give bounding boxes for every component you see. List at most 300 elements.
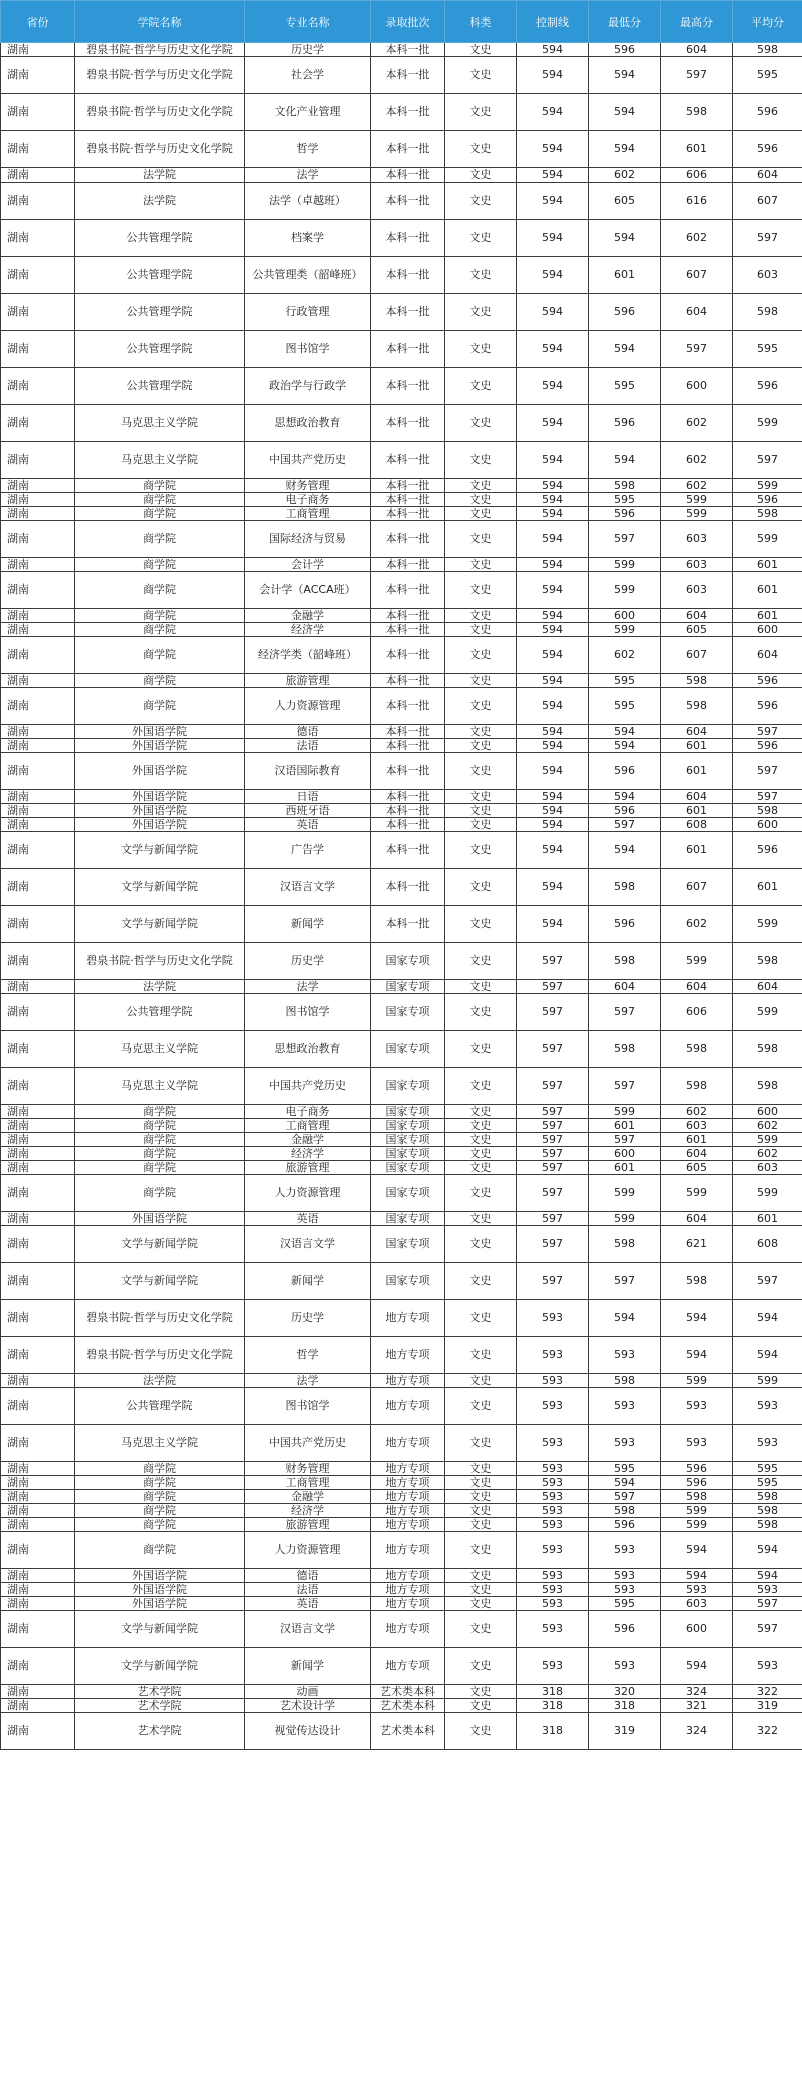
cell-avg-score: 597	[733, 1597, 802, 1611]
cell-category: 文史	[445, 832, 517, 869]
header-min-score[interactable]: 最低分	[589, 1, 661, 43]
cell-control-line: 597	[517, 1133, 589, 1147]
cell-college: 外国语学院	[75, 753, 245, 790]
cell-avg-score: 599	[733, 1133, 802, 1147]
cell-category: 文史	[445, 1212, 517, 1226]
table-row	[1, 1374, 802, 1388]
cell-control-line: 594	[517, 168, 589, 183]
cell-avg-score: 597	[733, 220, 802, 257]
cell-avg-score: 596	[733, 493, 802, 507]
cell-batch: 本科一批	[371, 183, 445, 220]
table-row	[1, 1476, 802, 1490]
cell-avg-score: 600	[733, 818, 802, 832]
cell-min-score: 594	[589, 790, 661, 804]
cell-min-score: 596	[589, 405, 661, 442]
cell-batch: 本科一批	[371, 131, 445, 168]
header-subject-category[interactable]: 科类	[445, 1, 517, 43]
cell-category: 文史	[445, 558, 517, 572]
cell-control-line: 593	[517, 1569, 589, 1583]
cell-max-score: 594	[661, 1648, 733, 1685]
table-row	[1, 790, 802, 804]
cell-max-score: 596	[661, 1476, 733, 1490]
cell-max-score: 601	[661, 131, 733, 168]
cell-min-score: 596	[589, 507, 661, 521]
cell-max-score: 604	[661, 609, 733, 623]
table-row	[1, 869, 802, 906]
cell-avg-score: 596	[733, 739, 802, 753]
table-row	[1, 1504, 802, 1518]
cell-avg-score: 598	[733, 1068, 802, 1105]
cell-batch: 国家专项	[371, 980, 445, 994]
cell-college: 文学与新闻学院	[75, 1611, 245, 1648]
cell-control-line: 594	[517, 521, 589, 558]
cell-control-line: 597	[517, 1212, 589, 1226]
cell-province: 湖南	[1, 1068, 75, 1105]
cell-min-score: 596	[589, 294, 661, 331]
cell-min-score: 318	[589, 1699, 661, 1713]
cell-max-score: 608	[661, 818, 733, 832]
cell-college: 商学院	[75, 1133, 245, 1147]
cell-category: 文史	[445, 43, 517, 57]
cell-max-score: 599	[661, 493, 733, 507]
cell-college: 法学院	[75, 1374, 245, 1388]
cell-control-line: 594	[517, 804, 589, 818]
cell-major: 德语	[245, 725, 371, 739]
cell-control-line: 597	[517, 1175, 589, 1212]
cell-category: 文史	[445, 1518, 517, 1532]
cell-min-score: 596	[589, 804, 661, 818]
cell-avg-score: 608	[733, 1226, 802, 1263]
cell-college: 外国语学院	[75, 739, 245, 753]
cell-control-line: 594	[517, 131, 589, 168]
cell-avg-score: 601	[733, 609, 802, 623]
cell-avg-score: 597	[733, 1263, 802, 1300]
cell-college: 外国语学院	[75, 818, 245, 832]
table-row	[1, 442, 802, 479]
cell-college: 文学与新闻学院	[75, 1263, 245, 1300]
cell-province: 湖南	[1, 609, 75, 623]
cell-max-score: 601	[661, 804, 733, 818]
cell-max-score: 321	[661, 1699, 733, 1713]
table-row	[1, 832, 802, 869]
cell-major: 公共管理类（韶峰班）	[245, 257, 371, 294]
cell-college: 马克思主义学院	[75, 1031, 245, 1068]
cell-province: 湖南	[1, 1648, 75, 1685]
cell-batch: 地方专项	[371, 1569, 445, 1583]
cell-max-score: 594	[661, 1569, 733, 1583]
table-row	[1, 294, 802, 331]
cell-min-score: 594	[589, 131, 661, 168]
cell-min-score: 599	[589, 572, 661, 609]
cell-major: 广告学	[245, 832, 371, 869]
cell-min-score: 596	[589, 1611, 661, 1648]
cell-major: 汉语言文学	[245, 1226, 371, 1263]
cell-category: 文史	[445, 1119, 517, 1133]
header-max-score[interactable]: 最高分	[661, 1, 733, 43]
cell-control-line: 318	[517, 1713, 589, 1750]
cell-college: 文学与新闻学院	[75, 906, 245, 943]
table-row	[1, 739, 802, 753]
cell-avg-score: 597	[733, 725, 802, 739]
cell-college: 文学与新闻学院	[75, 832, 245, 869]
cell-avg-score: 598	[733, 1490, 802, 1504]
cell-control-line: 593	[517, 1490, 589, 1504]
cell-control-line: 597	[517, 1068, 589, 1105]
cell-min-score: 599	[589, 623, 661, 637]
cell-batch: 本科一批	[371, 558, 445, 572]
table-row	[1, 1068, 802, 1105]
cell-max-score: 616	[661, 183, 733, 220]
cell-control-line: 594	[517, 818, 589, 832]
cell-college: 艺术学院	[75, 1713, 245, 1750]
cell-min-score: 598	[589, 869, 661, 906]
cell-batch: 地方专项	[371, 1462, 445, 1476]
cell-max-score: 602	[661, 906, 733, 943]
cell-min-score: 604	[589, 980, 661, 994]
cell-batch: 本科一批	[371, 818, 445, 832]
cell-major: 金融学	[245, 1490, 371, 1504]
cell-batch: 国家专项	[371, 1161, 445, 1175]
cell-min-score: 600	[589, 1147, 661, 1161]
cell-control-line: 594	[517, 57, 589, 94]
cell-category: 文史	[445, 1263, 517, 1300]
cell-batch: 地方专项	[371, 1583, 445, 1597]
cell-avg-score: 593	[733, 1648, 802, 1685]
cell-min-score: 593	[589, 1388, 661, 1425]
cell-batch: 本科一批	[371, 479, 445, 493]
cell-control-line: 594	[517, 442, 589, 479]
header-control-line[interactable]: 控制线	[517, 1, 589, 43]
cell-category: 文史	[445, 479, 517, 493]
cell-category: 文史	[445, 1425, 517, 1462]
cell-major: 新闻学	[245, 1263, 371, 1300]
cell-min-score: 594	[589, 739, 661, 753]
cell-province: 湖南	[1, 1713, 75, 1750]
cell-category: 文史	[445, 405, 517, 442]
cell-batch: 地方专项	[371, 1337, 445, 1374]
cell-batch: 国家专项	[371, 943, 445, 980]
cell-college: 外国语学院	[75, 804, 245, 818]
cell-batch: 地方专项	[371, 1504, 445, 1518]
table-row	[1, 1713, 802, 1750]
cell-batch: 本科一批	[371, 688, 445, 725]
cell-province: 湖南	[1, 294, 75, 331]
table-row	[1, 1105, 802, 1119]
cell-control-line: 597	[517, 980, 589, 994]
cell-batch: 本科一批	[371, 405, 445, 442]
cell-min-score: 594	[589, 1300, 661, 1337]
cell-min-score: 598	[589, 1504, 661, 1518]
cell-control-line: 593	[517, 1374, 589, 1388]
cell-max-score: 603	[661, 558, 733, 572]
cell-college: 法学院	[75, 183, 245, 220]
cell-avg-score: 597	[733, 442, 802, 479]
cell-avg-score: 598	[733, 507, 802, 521]
cell-category: 文史	[445, 994, 517, 1031]
cell-college: 商学院	[75, 1161, 245, 1175]
cell-major: 汉语国际教育	[245, 753, 371, 790]
cell-province: 湖南	[1, 1425, 75, 1462]
cell-category: 文史	[445, 980, 517, 994]
cell-category: 文史	[445, 94, 517, 131]
cell-control-line: 594	[517, 790, 589, 804]
cell-major: 国际经济与贸易	[245, 521, 371, 558]
cell-college: 商学院	[75, 1119, 245, 1133]
table-row	[1, 94, 802, 131]
cell-province: 湖南	[1, 832, 75, 869]
cell-category: 文史	[445, 1611, 517, 1648]
cell-major: 汉语言文学	[245, 869, 371, 906]
cell-control-line: 594	[517, 507, 589, 521]
cell-province: 湖南	[1, 994, 75, 1031]
cell-province: 湖南	[1, 507, 75, 521]
cell-major: 法学（卓越班）	[245, 183, 371, 220]
cell-control-line: 593	[517, 1425, 589, 1462]
cell-major: 法学	[245, 168, 371, 183]
cell-batch: 地方专项	[371, 1490, 445, 1504]
cell-control-line: 593	[517, 1462, 589, 1476]
cell-major: 经济学	[245, 1504, 371, 1518]
cell-avg-score: 598	[733, 1518, 802, 1532]
cell-category: 文史	[445, 688, 517, 725]
cell-batch: 本科一批	[371, 725, 445, 739]
cell-major: 新闻学	[245, 906, 371, 943]
cell-max-score: 594	[661, 1337, 733, 1374]
cell-max-score: 600	[661, 1611, 733, 1648]
cell-major: 经济学	[245, 1147, 371, 1161]
cell-college: 碧泉书院·哲学与历史文化学院	[75, 94, 245, 131]
cell-category: 文史	[445, 521, 517, 558]
cell-batch: 本科一批	[371, 43, 445, 57]
cell-college: 法学院	[75, 168, 245, 183]
cell-avg-score: 604	[733, 980, 802, 994]
cell-college: 商学院	[75, 1532, 245, 1569]
cell-min-score: 602	[589, 168, 661, 183]
cell-max-score: 604	[661, 1212, 733, 1226]
cell-batch: 本科一批	[371, 57, 445, 94]
cell-province: 湖南	[1, 1337, 75, 1374]
cell-min-score: 597	[589, 1490, 661, 1504]
table-row	[1, 623, 802, 637]
cell-max-score: 603	[661, 1597, 733, 1611]
cell-batch: 本科一批	[371, 637, 445, 674]
cell-min-score: 596	[589, 1518, 661, 1532]
cell-college: 艺术学院	[75, 1685, 245, 1699]
cell-major: 英语	[245, 1597, 371, 1611]
cell-control-line: 594	[517, 725, 589, 739]
cell-min-score: 594	[589, 832, 661, 869]
cell-avg-score: 602	[733, 1147, 802, 1161]
cell-max-score: 593	[661, 1583, 733, 1597]
table-row	[1, 1161, 802, 1175]
cell-category: 文史	[445, 1569, 517, 1583]
cell-max-score: 594	[661, 1300, 733, 1337]
cell-college: 商学院	[75, 609, 245, 623]
cell-province: 湖南	[1, 725, 75, 739]
cell-major: 旅游管理	[245, 1161, 371, 1175]
cell-avg-score: 601	[733, 558, 802, 572]
cell-avg-score: 598	[733, 943, 802, 980]
cell-college: 外国语学院	[75, 1583, 245, 1597]
cell-category: 文史	[445, 1597, 517, 1611]
cell-major: 文化产业管理	[245, 94, 371, 131]
cell-avg-score: 594	[733, 1532, 802, 1569]
cell-min-score: 597	[589, 1133, 661, 1147]
header-admission-batch[interactable]: 录取批次	[371, 1, 445, 43]
cell-category: 文史	[445, 57, 517, 94]
cell-category: 文史	[445, 739, 517, 753]
cell-control-line: 594	[517, 479, 589, 493]
cell-avg-score: 602	[733, 1119, 802, 1133]
table-row	[1, 1490, 802, 1504]
cell-province: 湖南	[1, 818, 75, 832]
table-row	[1, 674, 802, 688]
cell-avg-score: 319	[733, 1699, 802, 1713]
cell-max-score: 599	[661, 1504, 733, 1518]
cell-province: 湖南	[1, 869, 75, 906]
cell-category: 文史	[445, 368, 517, 405]
cell-avg-score: 596	[733, 674, 802, 688]
table-row	[1, 1611, 802, 1648]
header-college-name[interactable]: 学院名称	[75, 1, 245, 43]
cell-batch: 国家专项	[371, 1105, 445, 1119]
cell-avg-score: 594	[733, 1300, 802, 1337]
cell-province: 湖南	[1, 1119, 75, 1133]
cell-major: 中国共产党历史	[245, 1068, 371, 1105]
cell-min-score: 595	[589, 368, 661, 405]
cell-major: 行政管理	[245, 294, 371, 331]
cell-major: 视觉传达设计	[245, 1713, 371, 1750]
cell-batch: 本科一批	[371, 674, 445, 688]
cell-province: 湖南	[1, 220, 75, 257]
cell-control-line: 593	[517, 1504, 589, 1518]
cell-college: 商学院	[75, 637, 245, 674]
cell-province: 湖南	[1, 43, 75, 57]
cell-province: 湖南	[1, 1476, 75, 1490]
cell-major: 财务管理	[245, 479, 371, 493]
table-row	[1, 1388, 802, 1425]
cell-major: 法语	[245, 1583, 371, 1597]
cell-province: 湖南	[1, 637, 75, 674]
cell-max-score: 599	[661, 1175, 733, 1212]
cell-province: 湖南	[1, 1031, 75, 1068]
cell-province: 湖南	[1, 943, 75, 980]
table-row	[1, 1597, 802, 1611]
cell-max-score: 602	[661, 220, 733, 257]
cell-batch: 地方专项	[371, 1425, 445, 1462]
cell-min-score: 597	[589, 994, 661, 1031]
cell-major: 历史学	[245, 1300, 371, 1337]
cell-major: 思想政治教育	[245, 1031, 371, 1068]
cell-avg-score: 595	[733, 1462, 802, 1476]
cell-major: 财务管理	[245, 1462, 371, 1476]
header-province[interactable]: 省份	[1, 1, 75, 43]
cell-category: 文史	[445, 804, 517, 818]
cell-major: 中国共产党历史	[245, 442, 371, 479]
cell-college: 文学与新闻学院	[75, 1226, 245, 1263]
cell-province: 湖南	[1, 1175, 75, 1212]
cell-province: 湖南	[1, 1504, 75, 1518]
cell-category: 文史	[445, 1648, 517, 1685]
cell-category: 文史	[445, 1161, 517, 1175]
cell-province: 湖南	[1, 1147, 75, 1161]
table-row	[1, 1175, 802, 1212]
header-major-name[interactable]: 专业名称	[245, 1, 371, 43]
cell-avg-score: 593	[733, 1388, 802, 1425]
cell-college: 碧泉书院·哲学与历史文化学院	[75, 1337, 245, 1374]
cell-control-line: 593	[517, 1532, 589, 1569]
cell-college: 碧泉书院·哲学与历史文化学院	[75, 1300, 245, 1337]
cell-max-score: 597	[661, 331, 733, 368]
cell-control-line: 594	[517, 294, 589, 331]
cell-major: 英语	[245, 818, 371, 832]
table-row	[1, 1425, 802, 1462]
cell-college: 商学院	[75, 479, 245, 493]
cell-category: 文史	[445, 869, 517, 906]
cell-college: 外国语学院	[75, 1569, 245, 1583]
cell-min-score: 599	[589, 1175, 661, 1212]
cell-min-score: 595	[589, 674, 661, 688]
cell-province: 湖南	[1, 1532, 75, 1569]
cell-min-score: 593	[589, 1425, 661, 1462]
cell-min-score: 598	[589, 943, 661, 980]
cell-province: 湖南	[1, 1490, 75, 1504]
header-avg-score[interactable]: 平均分	[733, 1, 802, 43]
cell-avg-score: 599	[733, 1175, 802, 1212]
cell-province: 湖南	[1, 623, 75, 637]
table-row	[1, 1263, 802, 1300]
cell-category: 文史	[445, 1685, 517, 1699]
cell-avg-score: 599	[733, 906, 802, 943]
cell-province: 湖南	[1, 442, 75, 479]
cell-college: 文学与新闻学院	[75, 1648, 245, 1685]
cell-college: 外国语学院	[75, 1597, 245, 1611]
cell-major: 经济学	[245, 623, 371, 637]
cell-control-line: 593	[517, 1583, 589, 1597]
cell-province: 湖南	[1, 1685, 75, 1699]
cell-province: 湖南	[1, 980, 75, 994]
cell-min-score: 593	[589, 1337, 661, 1374]
cell-province: 湖南	[1, 804, 75, 818]
cell-min-score: 594	[589, 725, 661, 739]
cell-control-line: 594	[517, 572, 589, 609]
cell-major: 图书馆学	[245, 994, 371, 1031]
cell-batch: 地方专项	[371, 1300, 445, 1337]
cell-max-score: 598	[661, 674, 733, 688]
cell-min-score: 598	[589, 479, 661, 493]
cell-batch: 国家专项	[371, 994, 445, 1031]
cell-max-score: 603	[661, 521, 733, 558]
cell-major: 人力资源管理	[245, 1532, 371, 1569]
cell-college: 马克思主义学院	[75, 1425, 245, 1462]
cell-control-line: 597	[517, 1226, 589, 1263]
cell-province: 湖南	[1, 521, 75, 558]
cell-major: 社会学	[245, 57, 371, 94]
cell-control-line: 594	[517, 906, 589, 943]
cell-max-score: 605	[661, 1161, 733, 1175]
cell-category: 文史	[445, 183, 517, 220]
cell-category: 文史	[445, 1374, 517, 1388]
cell-avg-score: 596	[733, 131, 802, 168]
cell-avg-score: 595	[733, 1476, 802, 1490]
cell-batch: 地方专项	[371, 1532, 445, 1569]
cell-avg-score: 599	[733, 405, 802, 442]
cell-min-score: 595	[589, 1462, 661, 1476]
cell-control-line: 594	[517, 674, 589, 688]
cell-major: 法学	[245, 980, 371, 994]
table-row	[1, 688, 802, 725]
cell-min-score: 597	[589, 1068, 661, 1105]
